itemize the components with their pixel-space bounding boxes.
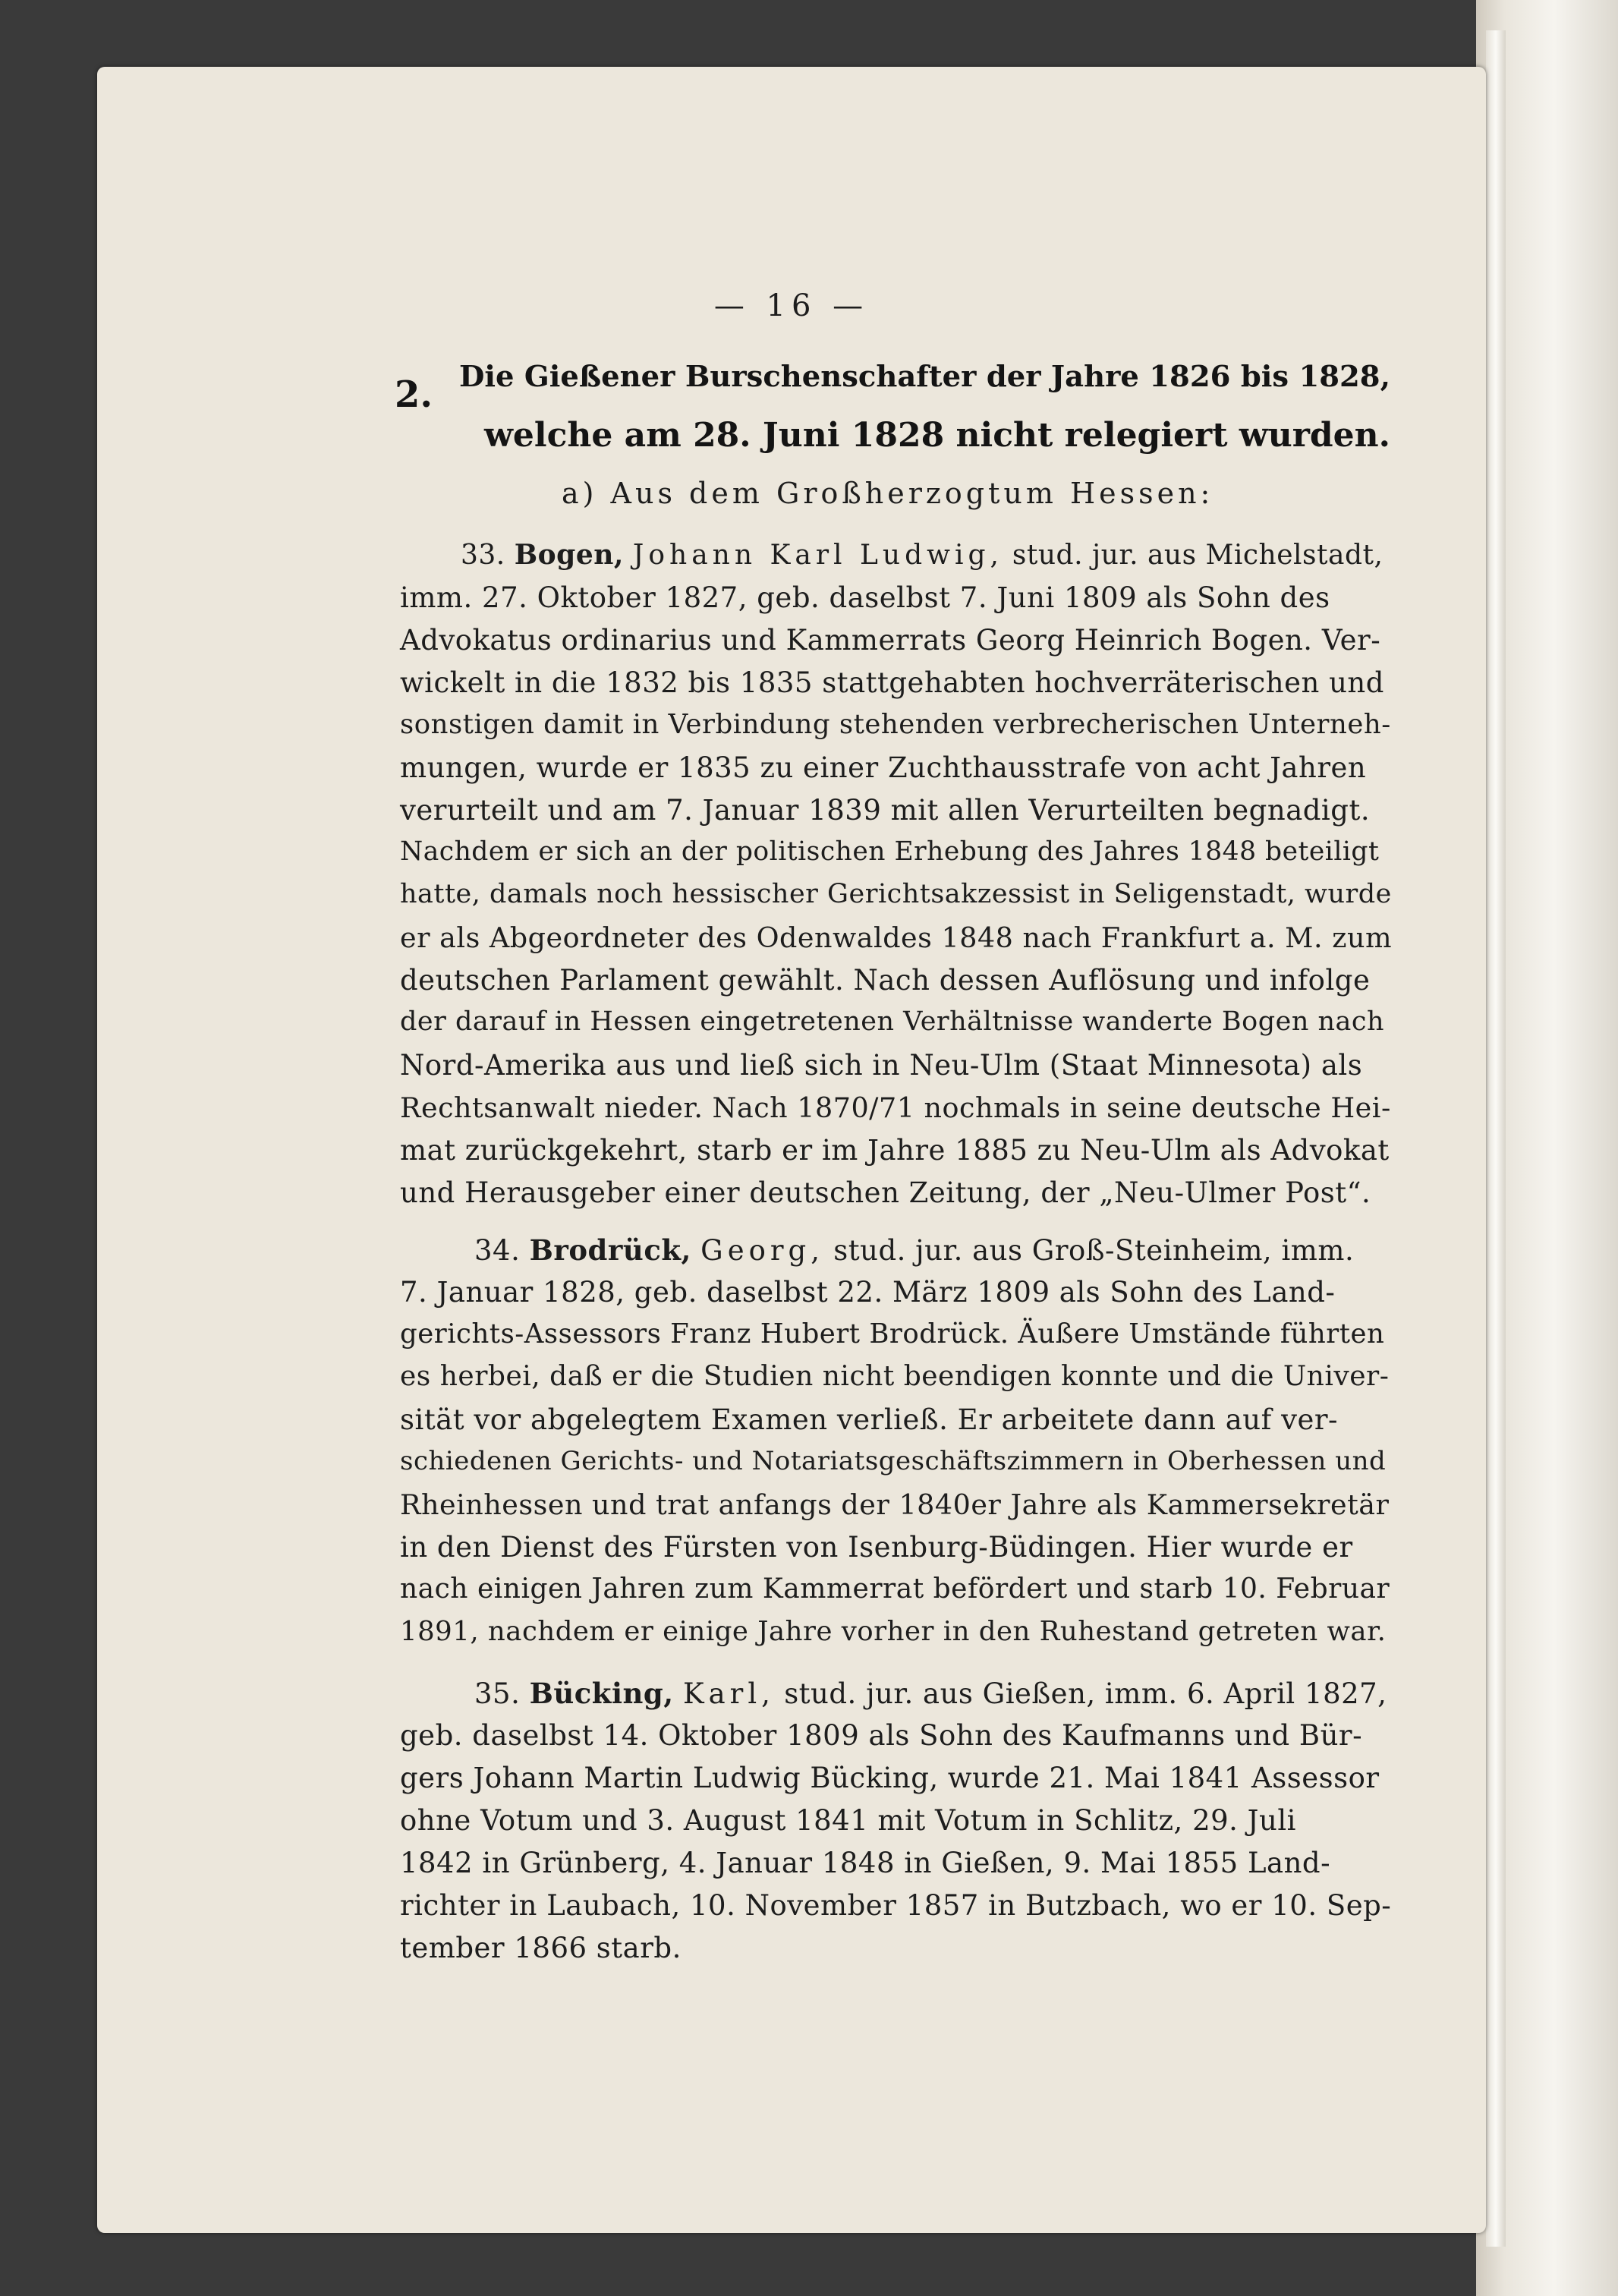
entry-line: deutschen Parlament gewählt. Nach dessen Auflösung und infolge: [400, 964, 1371, 997]
entry-line: nach einigen Jahren zum Kammerrat befördert und starb 10. Februar: [400, 1573, 1390, 1605]
entry-first-line: [474, 1677, 1387, 1710]
section-number: 2.: [395, 373, 433, 416]
entry-line: 1891, nachdem er einige Jahre vorher in den Ruhestand getreten war.: [400, 1616, 1387, 1647]
entry-text: stud. jur. aus Michelstadt,: [1012, 540, 1383, 571]
entry-line: wickelt in die 1832 bis 1835 stattgehabten hochverräterischen und: [400, 666, 1384, 699]
entry-given-name: Johann Karl Ludwig,: [632, 540, 1003, 571]
page-stack: [1486, 30, 1506, 2247]
entry-line: Nord-Amerika aus und ließ sich in Neu-Ulm (Staat Minnesota) als: [400, 1049, 1363, 1082]
entry-number: 33.: [461, 540, 505, 571]
section-title-line-2: welche am 28. Juni 1828 nicht relegiert wurden.: [484, 416, 1390, 455]
entry-line: Nachdem er sich an der politischen Erhebung des Jahres 1848 beteiligt: [400, 836, 1380, 867]
entry-line: verurteilt und am 7. Januar 1839 mit allen Verurteilten begnadigt.: [400, 794, 1371, 827]
entry-line: er als Abgeordneter des Odenwaldes 1848 nach Frankfurt a. M. zum: [400, 921, 1393, 954]
entry-line: mat zurückgekehrt, starb er im Jahre 1885 zu Neu-Ulm als Advokat: [400, 1134, 1390, 1167]
entry-first-line: [474, 1233, 1354, 1267]
section-title-line-1: Die Gießener Burschenschafter der Jahre 1826 bis 1828,: [459, 360, 1390, 394]
entry-line: tember 1866 starb.: [400, 1932, 682, 1964]
entry-line: 7. Januar 1828, geb. daselbst 22. März 1809 als Sohn des Land-: [400, 1276, 1336, 1309]
entry-line: richter in Laubach, 10. November 1857 in Butzbach, wo er 10. Sep-: [400, 1889, 1392, 1922]
subsection-heading: a) Aus dem Großherzogtum Hessen:: [562, 477, 1214, 510]
entry-surname: Bücking,: [529, 1677, 674, 1710]
entry-first-line: [461, 539, 1383, 571]
entry-line: Rechtsanwalt nieder. Nach 1870/71 nochmals in seine deutsche Hei-: [400, 1091, 1391, 1124]
entry-line: und Herausgeber einer deutschen Zeitung, der „Neu-Ulmer Post“.: [400, 1176, 1371, 1209]
entry-line: es herbei, daß er die Studien nicht beendigen konnte und die Univer-: [400, 1361, 1390, 1392]
entry-number: 35.: [474, 1677, 521, 1710]
entry-line: gers Johann Martin Ludwig Bücking, wurde 21. Mai 1841 Assessor: [400, 1762, 1380, 1794]
entry-surname: Brodrück,: [529, 1233, 691, 1267]
entry-line: Rheinhessen und trat anfangs der 1840er Jahre als Kammersekretär: [400, 1488, 1390, 1521]
entry-text: stud. jur. aus Gießen, imm. 6. April 1827,: [784, 1677, 1387, 1710]
entry-line: in den Dienst des Fürsten von Isenburg-Büdingen. Hier wurde er: [400, 1531, 1353, 1564]
entry-line: Advokatus ordinarius und Kammerrats Georg Heinrich Bogen. Ver-: [400, 624, 1381, 657]
entry-line: ohne Votum und 3. August 1841 mit Votum in Schlitz, 29. Juli: [400, 1804, 1297, 1837]
entry-line: mungen, wurde er 1835 zu einer Zuchthausstrafe von acht Jahren: [400, 751, 1367, 784]
entry-given-name: Georg,: [700, 1234, 825, 1267]
entry-line: schiedenen Gerichts- und Notariatsgeschäftszimmern in Oberhessen und: [400, 1446, 1387, 1476]
entry-surname: Bogen,: [514, 539, 624, 571]
entry-line: imm. 27. Oktober 1827, geb. daselbst 7. Juni 1809 als Sohn des: [400, 581, 1330, 614]
entry-line: geb. daselbst 14. Oktober 1809 als Sohn des Kaufmanns und Bür-: [400, 1719, 1363, 1752]
entry-number: 34.: [474, 1234, 521, 1267]
entry-line: 1842 in Grünberg, 4. Januar 1848 in Gießen, 9. Mai 1855 Land-: [400, 1847, 1331, 1879]
entry-line: der darauf in Hessen eingetretenen Verhältnisse wanderte Bogen nach: [400, 1006, 1385, 1037]
entry-given-name: Karl,: [682, 1677, 775, 1710]
entry-line: sonstigen damit in Verbindung stehenden verbrecherischen Unterneh-: [400, 709, 1391, 740]
entry-text: stud. jur. aus Groß-Steinheim, imm.: [833, 1234, 1355, 1267]
page-number: — 16 —: [713, 288, 870, 323]
entry-line: sität vor abgelegtem Examen verließ. Er arbeitete dann auf ver-: [400, 1403, 1339, 1436]
entry-line: hatte, damals noch hessischer Gerichtsakzessist in Seligenstadt, wurde: [400, 879, 1392, 909]
entry-line: gerichts-Assessors Franz Hubert Brodrück. Äußere Umstände führten: [400, 1318, 1385, 1350]
